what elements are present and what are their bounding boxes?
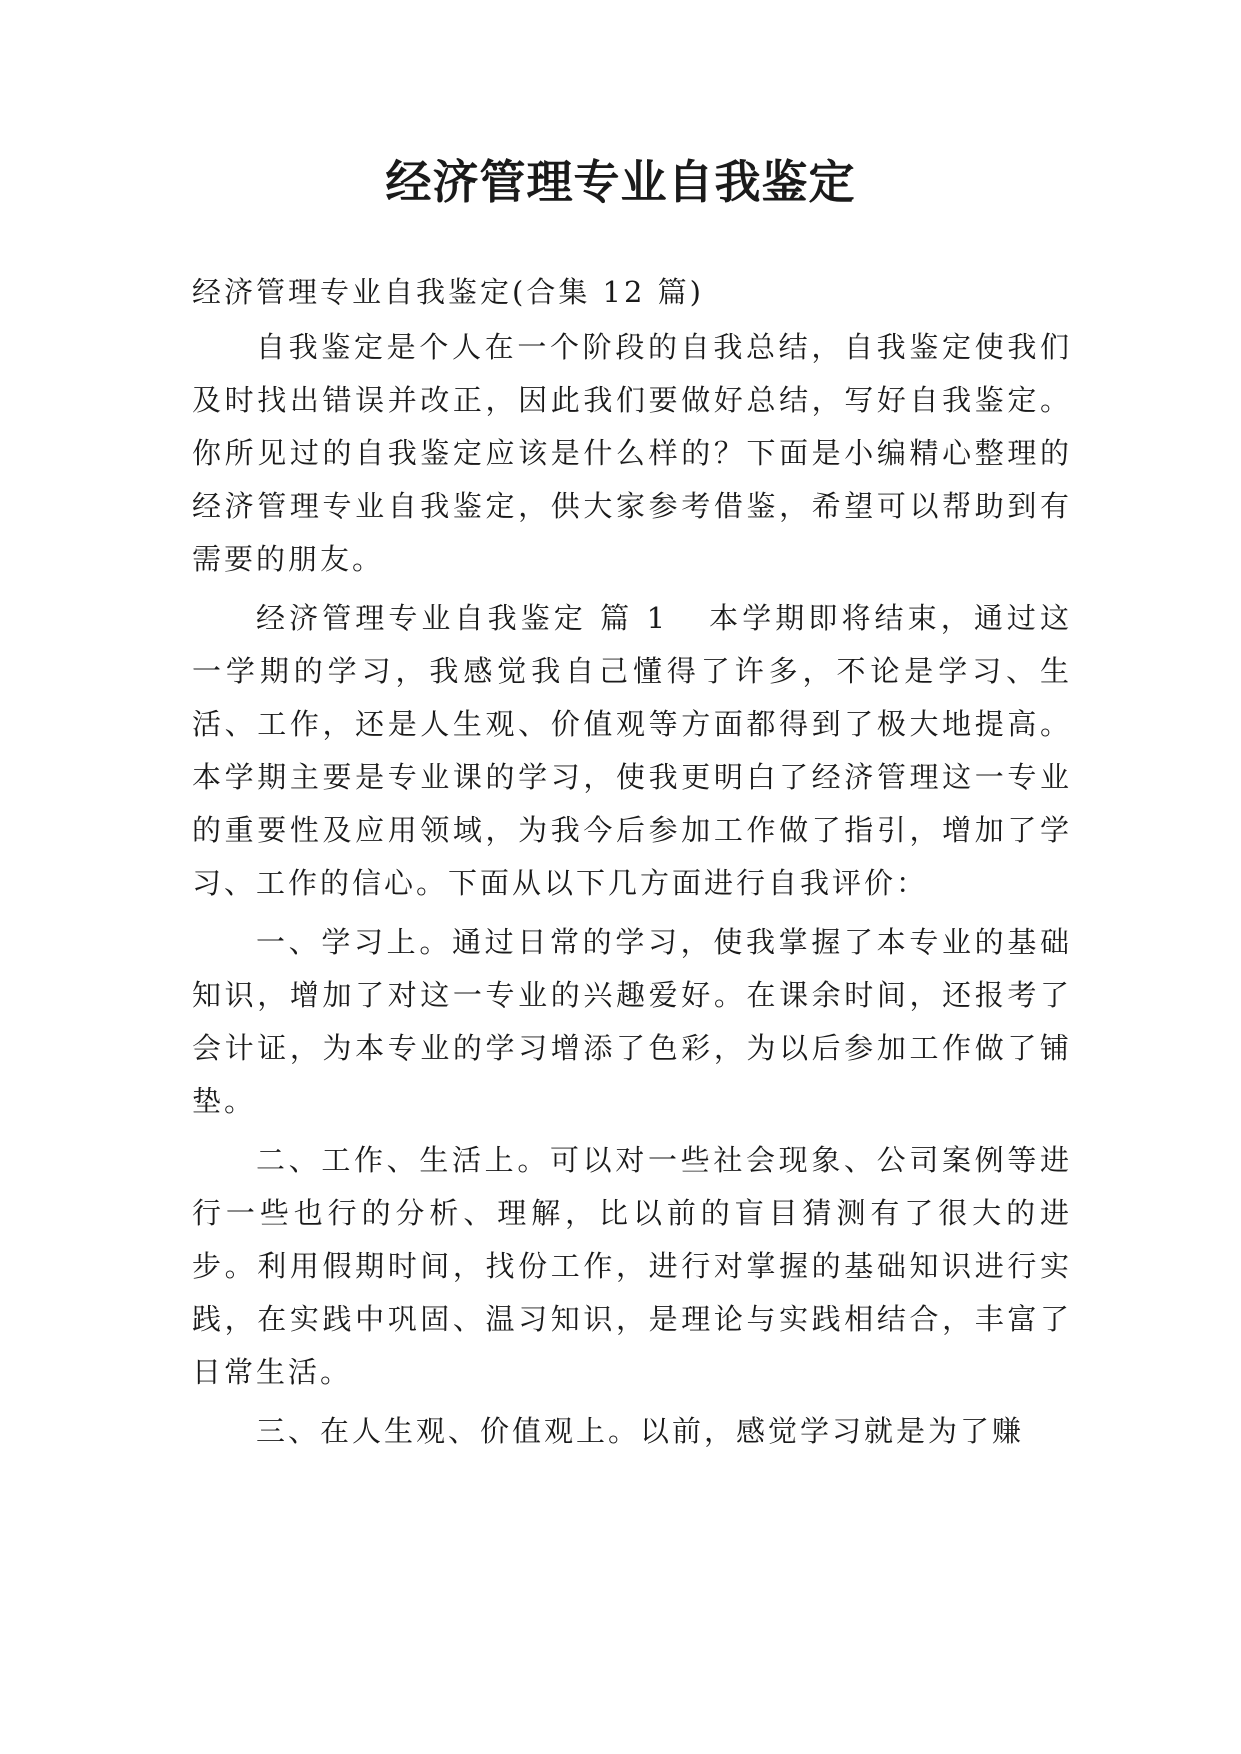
section-1-paragraph [192,592,1072,910]
paragraph-study: 一、学习上。通过日常的学习，使我掌握了本专业的基础知识，增加了对这一专业的兴趣爱好。在课余时间，还报考了会计证，为本专业的学习增添了色彩，为以后参加工作做了铺垫。 [192,925,1072,1118]
paragraph-values: 三、在人生观、价值观上。以前，感觉学习就是为了赚 [256,1414,1025,1448]
intro-paragraph: 自我鉴定是个人在一个阶段的自我总结，自我鉴定使我们及时找出错误并改正，因此我们要做好总结，写好自我鉴定。你所见过的自我鉴定应该是什么样的？下面是小编精心整理的经济管理专业自我鉴定，供大家参考借鉴，希望可以帮助到有需要的朋友。 [192,330,1072,576]
document-body [192,266,1072,1464]
document-title: 经济管理专业自我鉴定 [385,155,856,209]
document-subtitle: 经济管理专业自我鉴定(合集 12 篇) [192,275,704,309]
paragraph-work-life: 二、工作、生活上。可以对一些社会现象、公司案例等进行一些也行的分析、理解，比以前的盲目猜测有了很大的进步。利用假期时间，找份工作，进行对掌握的基础知识进行实践，在实践中巩固、温习知识，是理论与实践相结合，丰富了日常生活。 [192,1143,1072,1389]
section-1-text: 本学期即将结束，通过这一学期的学习，我感觉我自己懂得了许多，不论是学习、生活、工作，还是人生观、价值观等方面都得到了极大地提高。本学期主要是专业课的学习，使我更明白了经济管理这一专业的重要性及应用领域，为我今后参加工作做了指引，增加了学习、工作的信心。下面从以下几方面进行自我评价： [192,601,1072,900]
section-1-heading: 经济管理专业自我鉴定 篇 1 [256,601,669,635]
